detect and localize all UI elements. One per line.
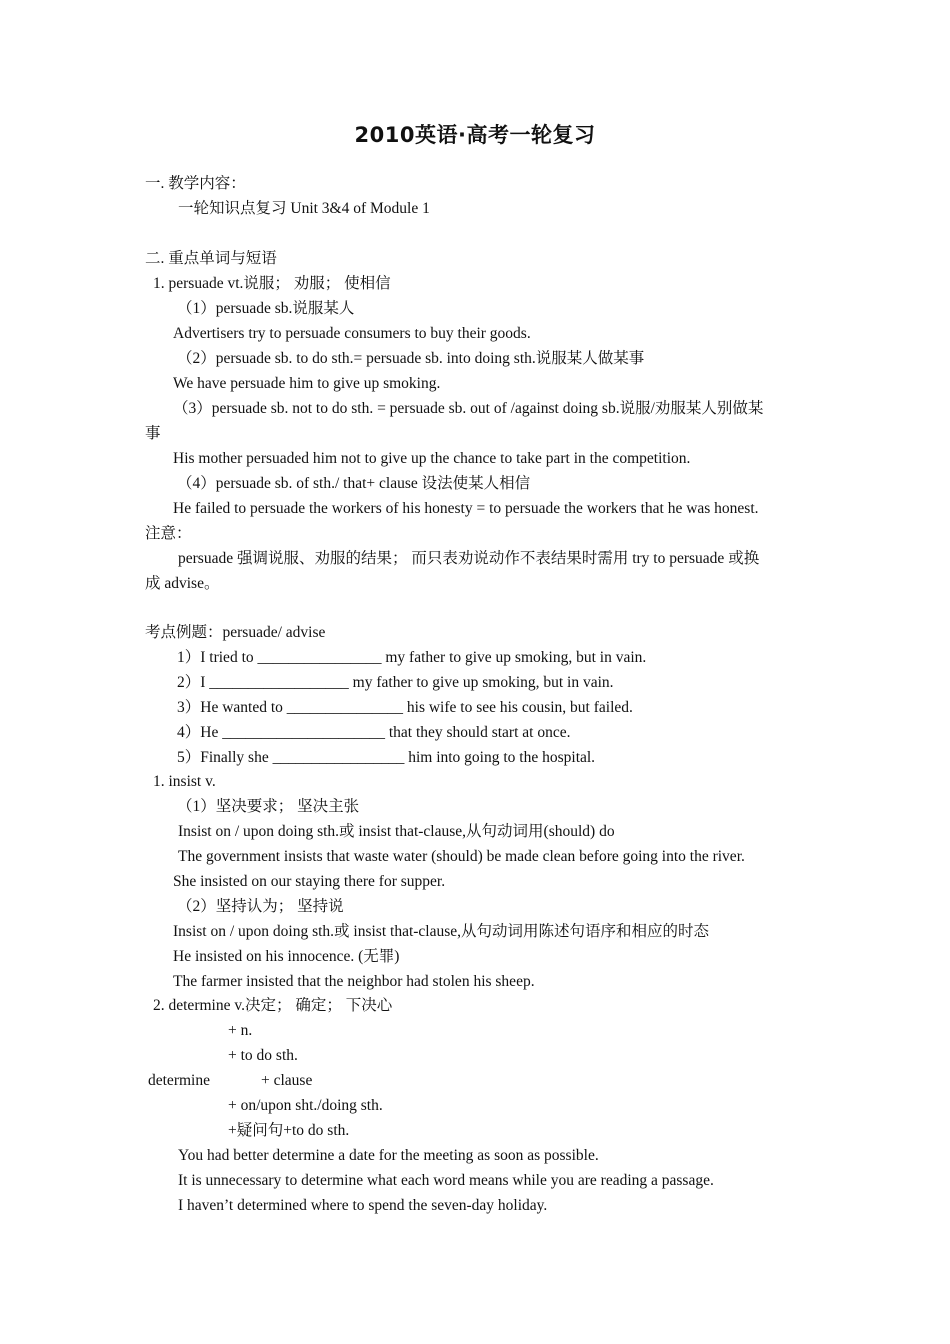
pattern-head: determine [148,1072,210,1089]
exercise-item: 5）Finally she _________________ him into going to the hospital. [177,749,596,766]
example-sentence: You had better determine a date for the meeting as soon as possible. [178,1147,599,1164]
text-line: （1）坚决要求； 坚决主张 [177,798,360,815]
text-line: Insist on / upon doing sth.或 insist that-clause,从句动词用(should) do [178,823,615,840]
exercise-item: 1）I tried to ________________ my father to give up smoking, but in vain. [177,649,647,666]
note-label: 注意： [145,525,192,542]
exercise-item: 4）He _____________________ that they should start at once. [177,724,571,741]
example-sentence: It is unnecessary to determine what each word means while you are reading a passage. [178,1172,714,1189]
section-heading: 一. 教学内容： [145,175,246,192]
text-line: （2）persuade sb. to do sth.= persuade sb. into doing sth.说服某人做某事 [177,350,645,367]
pattern-item: + n. [228,1022,253,1039]
pattern-item: +疑问句+to do sth. [228,1122,350,1139]
vocab-heading: 1. persuade vt.说服； 劝服； 使相信 [153,275,391,292]
text-line: （1）persuade sb.说服某人 [177,300,355,317]
example-sentence: His mother persuaded him not to give up the chance to take part in the competition. [173,450,691,467]
text-line: （2）坚持认为； 坚持说 [177,898,344,915]
exercise-item: 3）He wanted to _______________ his wife to see his cousin, but failed. [177,699,633,716]
example-sentence: He failed to persuade the workers of his honesty = to persuade the workers that he was honest. [173,500,759,517]
pattern-item: + clause [261,1072,313,1089]
pattern-item: + on/upon sht./doing sth. [228,1097,383,1114]
pattern-item: + to do sth. [228,1047,298,1064]
example-sentence: Advertisers try to persuade consumers to buy their goods. [173,325,531,342]
vocab-heading: 1. insist v. [153,773,216,790]
text-line: 一轮知识点复习 Unit 3&4 of Module 1 [178,200,430,217]
note-text: 成 advise。 [145,575,220,592]
exercise-item: 2）I __________________ my father to give up smoking, but in vain. [177,674,614,691]
example-sentence: The government insists that waste water (should) be made clean before going into the river. [178,848,745,865]
section-heading: 二. 重点单词与短语 [145,250,277,267]
document-title: 2010英语·高考一轮复习 [354,123,596,147]
note-text: persuade 强调说服、劝服的结果； 而只表劝说动作不表结果时需用 try to persuade 或换 [178,550,760,567]
text-line: 事 [145,425,161,442]
example-sentence: I haven’t determined where to spend the seven-day holiday. [178,1197,548,1214]
example-sentence: She insisted on our staying there for supper. [173,873,446,890]
example-sentence: He insisted on his innocence. (无罪) [173,948,400,965]
vocab-heading: 2. determine v.决定； 确定； 下决心 [153,997,393,1014]
text-line: Insist on / upon doing sth.或 insist that-clause,从句动词用陈述句语序和相应的时态 [173,923,710,940]
text-line: （4）persuade sb. of sth./ that+ clause 设法使某人相信 [177,475,531,492]
text-line: （3）persuade sb. not to do sth. = persuade sb. out of /against doing sb.说服/劝服某人别做某 [173,400,764,417]
example-sentence: We have persuade him to give up smoking. [173,375,441,392]
example-sentence: The farmer insisted that the neighbor had stolen his sheep. [173,973,535,990]
exercise-heading: 考点例题：persuade/ advise [145,624,326,641]
